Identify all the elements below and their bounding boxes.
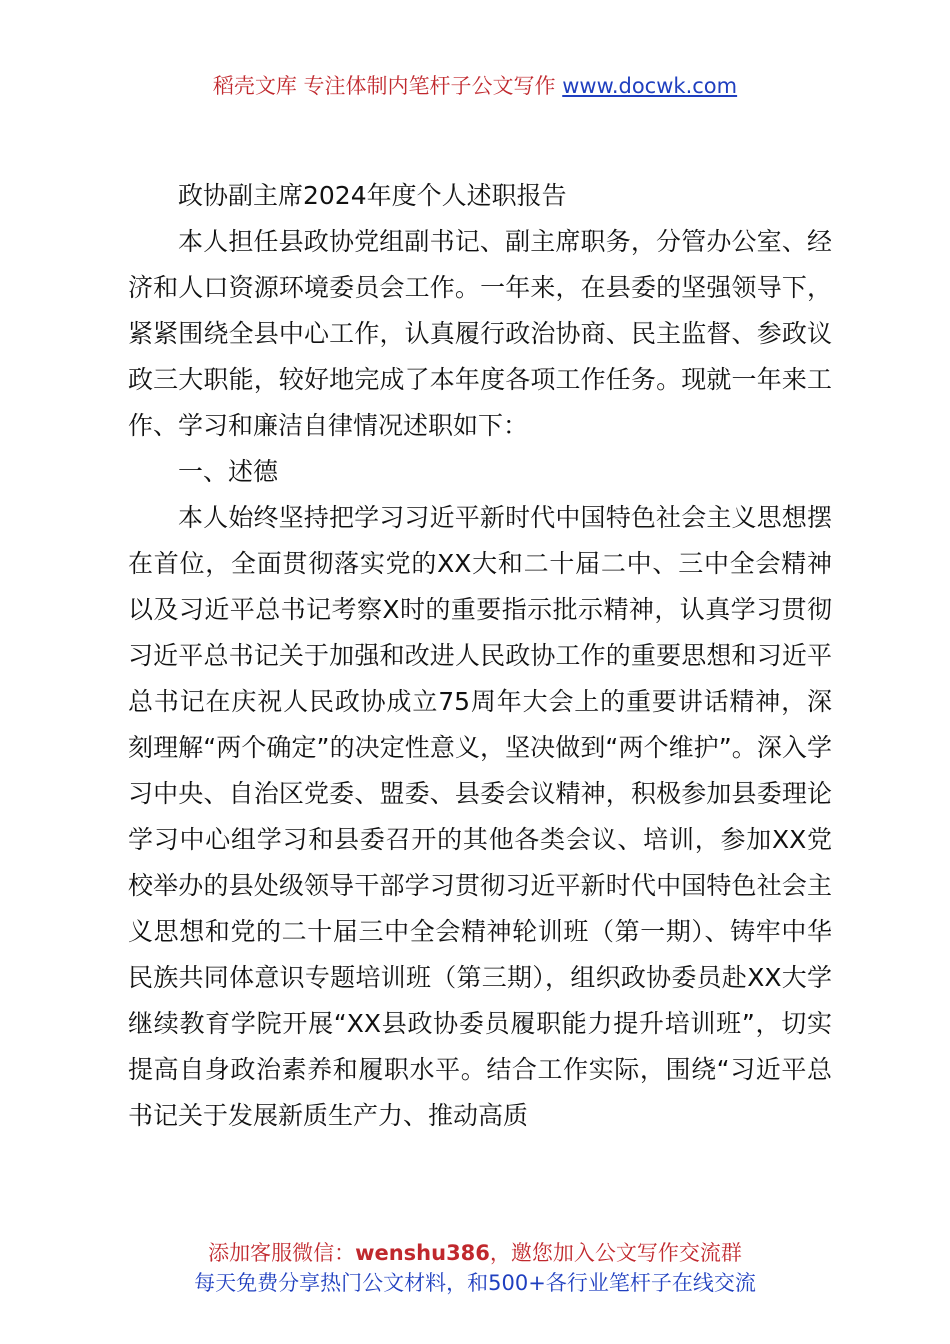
document-title: 政协副主席2024年度个人述职报告: [178, 181, 567, 210]
footer-promo-line: 每天免费分享热门公文材料，和500+各行业笔杆子在线交流: [194, 1271, 756, 1295]
paragraph-intro: 本人担任县政协党组副书记、副主席职务，分管办公室、经济和人口资源环境委员会工作。一年来，在县委的坚强领导下，紧紧围绕全县中心工作，认真履行政治协商、民主监督、参政议政三大职能，较好地完成了本年度各项工作任务。现就一年来工作、学习和廉洁自律情况述职如下：: [128, 227, 832, 440]
paragraph-shude: 本人始终坚持把学习习近平新时代中国特色社会主义思想摆在首位，全面贯彻落实党的XX大和二十届二中、三中全会精神以及习近平总书记考察X时的重要指示批示精神，认真学习贯彻习近平总书记关于加强和改进人民政协工作的重要思想和习近平总书记在庆祝人民政协成立75周年大会上的重要讲话精神，深刻理解“两个确定”的决定性意义，坚决做到“两个维护”。深入学习中央、自治区党委、盟委、县委会议精神，积极参加县委理论学习中心组学习和县委召开的其他各类会议、培训，参加XX党校举办的县处级领导干部学习贯彻习近平新时代中国特色社会主义思想和党的二十届三中全会精神轮训班（第一期）、铸牢中华民族共同体意识专题培训班（第三期），组织政协委员赴XX大学继续教育学院开展“XX县政协委员履职能力提升培训班”，切实提高自身政治素养和履职水平。结合工作实际，围绕“习近平总书记关于发展新质生产力、推动高质: [128, 503, 832, 1130]
document-body: [128, 173, 832, 1139]
page-footer: [0, 1238, 950, 1298]
section-heading-shude: 一、述德: [178, 457, 279, 486]
wechat-id: wenshu386: [355, 1241, 490, 1265]
site-slogan: 稻壳文库 专注体制内笔杆子公文写作: [212, 74, 563, 98]
footer-contact-line: [0, 1238, 950, 1268]
site-url-link[interactable]: www.docwk.com: [562, 74, 738, 98]
footer-contact-prefix: 添加客服微信：: [208, 1241, 356, 1265]
page-header: [0, 70, 950, 100]
footer-contact-suffix: ，邀您加入公文写作交流群: [489, 1241, 742, 1265]
